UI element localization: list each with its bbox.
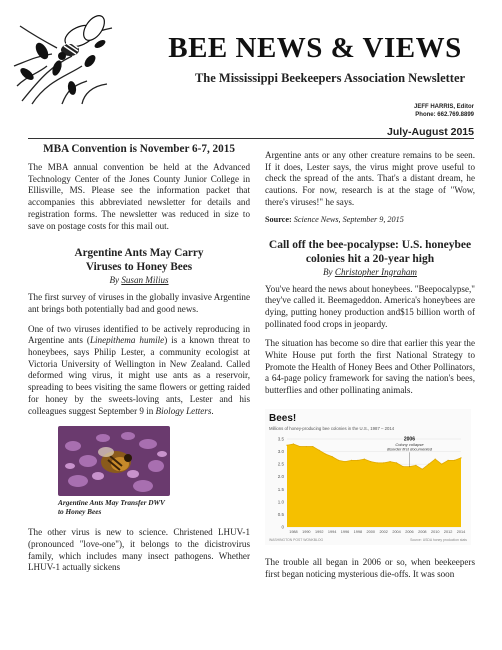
chart-svg: [265, 409, 471, 545]
data-point: [396, 462, 397, 463]
data-point: [364, 458, 365, 459]
x-tick-label: 1988: [289, 529, 298, 534]
chart-credit-left: WASHINGTON POST WONKBLOG: [269, 537, 324, 542]
para2-text-c: .: [211, 405, 214, 416]
y-tick-label: 3.5: [277, 436, 284, 442]
para2-text-b: ) is a known threat to honeybees, says Philip Lester, a community ecologist at Victoria University of Wellington in New Zealand. Called deformed wing virus, it might use ants as a reservoir, spreading to bees visiting the same flowers or getting raided for honey by the sweets-loving ants, Lester and his colleagues suggest September 9 in: [28, 335, 250, 416]
x-tick-label: 1998: [353, 529, 363, 534]
y-tick-label: 2.0: [277, 474, 284, 480]
byline-prefix: By: [323, 266, 335, 277]
bee-colonies-chart: [265, 409, 471, 545]
header-divider: [28, 138, 474, 139]
x-tick-label: 2008: [418, 529, 427, 534]
right-column: [265, 150, 475, 580]
convention-body: The MBA annual convention be held at the Advanced Technology Center of the Jones County Junior College in Ellisville, MS. Please see the information packet that accompanies this abbreviated newsletter for details and registration forms. The newsletter was reduced in size to save on postage costs for this mail out.: [28, 162, 250, 231]
data-point: [428, 463, 429, 464]
editor-name: JEFF HARRIS, Editor: [413, 104, 474, 110]
x-tick-label: 2002: [379, 529, 388, 534]
bee-flower-illustration: [12, 6, 124, 106]
x-tick-label: 1994: [327, 529, 337, 534]
data-point: [390, 461, 391, 462]
data-point: [286, 445, 287, 446]
data-point: [448, 460, 449, 461]
data-point: [312, 446, 313, 447]
x-tick-label: 2012: [443, 529, 453, 534]
ants-article-para1: The first survey of viruses in the globally invasive Argentine ant brings both potentially bad and good news.: [28, 292, 250, 314]
data-point: [319, 450, 320, 451]
chart-subtitle: Millions of honey-producing bee colonies in the U.S., 1987 – 2014: [269, 425, 395, 431]
bee-article-para3: The trouble all began in 2006 or so, when beekeepers first began noticing mysterious die-offs. It was soon: [265, 556, 475, 579]
data-point: [325, 453, 326, 454]
x-tick-label: 1996: [340, 529, 350, 534]
ants-article-title-line2: Viruses to Honey Bees: [85, 261, 193, 274]
x-tick-label: 2004: [392, 529, 401, 534]
x-tick-label: 1992: [314, 529, 324, 534]
data-point: [435, 458, 436, 459]
editor-info: [414, 103, 474, 119]
ants-article-para3: The other virus is new to science. Christened LHUV-1 (pronounced "love-one"), it belongs to the dicistrovirus family, which includes many insect pathogens. Whether LHUV-1 actually sickens: [28, 527, 250, 573]
chart-credit-right: Source: USDA honey production stats: [410, 537, 467, 542]
x-tick-label: 2010: [430, 529, 440, 534]
author-link[interactable]: Susan Milius: [121, 275, 169, 286]
y-tick-label: 1.5: [277, 486, 284, 492]
newsletter-title: BEE NEWS & VIEWS: [168, 32, 462, 64]
data-point: [460, 457, 461, 458]
ants-article-para2: [28, 324, 250, 418]
data-point: [332, 456, 333, 457]
data-point: [422, 468, 423, 469]
x-tick-label: 2014: [456, 529, 466, 534]
editor-phone: Phone: 662.769.8899: [415, 112, 474, 118]
y-tick-label: 0.5: [277, 511, 284, 517]
left-column: [28, 143, 250, 574]
bee-article-title-line1: Call off the bee-pocalypse: U.S. honeybee: [268, 238, 472, 251]
annotation-year: 2006: [403, 436, 416, 443]
annotation-line2: disorder first documented: [386, 446, 433, 452]
data-point: [383, 462, 384, 463]
x-tick-label: 2000: [366, 529, 376, 534]
bee-on-flower-photo: [58, 426, 170, 496]
chart-title: Bees!: [269, 412, 297, 424]
data-point: [344, 461, 345, 462]
bee-article-para1: You've heard the news about honeybees. "Beepocalypse," they've called it. Beemageddon. America's honeybees are dying, putting honey production and$15 billion worth of pollinated food crops in jeopardy.: [265, 283, 475, 329]
byline-prefix: By: [109, 275, 122, 286]
para2-text-a: One of two viruses identified to be actively reproducing in Argentine ants (: [28, 323, 250, 346]
x-tick-label: 1990: [302, 529, 311, 534]
bee-article-title-line2: colonies hit a 20-year high: [305, 252, 435, 265]
ants-article-title-line1: Argentine Ants May Carry: [74, 247, 204, 260]
annotation-line1: Colony collapse: [395, 441, 424, 447]
journal-name: Biology Letters: [155, 405, 212, 416]
newsletter-subtitle: The Mississippi Beekeepers Association Newsletter: [194, 71, 466, 85]
photo-caption: Argentine Ants May Transfer DWV to Honey Bees: [58, 498, 165, 517]
species-name: Linepithema humile: [89, 335, 165, 346]
data-point: [377, 462, 378, 463]
ants-article-source: [265, 215, 475, 224]
source-label: Source:: [265, 214, 292, 224]
convention-heading: MBA Convention is November 6-7, 2015: [43, 143, 235, 155]
data-point: [402, 466, 403, 467]
issue-date: July-August 2015: [387, 126, 474, 138]
data-point: [357, 460, 358, 461]
data-point: [299, 446, 300, 447]
data-point: [293, 443, 294, 444]
bee-article-title: [265, 238, 475, 266]
ants-article-continued: Argentine ants or any other creature remains to be seen. If it does, Lester says, the virus might prove useful to check the spread of the ants. That's a distant dream, he cautions. For now, research is at the stage of "Wow, there's viruses!" he says.: [265, 150, 475, 207]
ants-article-byline: [28, 275, 250, 285]
source-text: Science News, September 9, 2015: [291, 214, 404, 224]
y-tick-label: 2.5: [277, 461, 284, 467]
y-tick-label: 1.0: [277, 499, 284, 505]
author-link[interactable]: Christopher Ingraham: [334, 266, 417, 277]
data-point: [306, 446, 307, 447]
x-tick-label: 2006: [405, 529, 414, 534]
data-point: [441, 463, 442, 464]
y-tick-label: 3.0: [277, 448, 284, 454]
data-point: [351, 460, 352, 461]
y-tick-label: 0: [281, 524, 284, 530]
data-point: [454, 460, 455, 461]
bee-article-para2: The situation has become so dire that earlier this year the White House put forth the first National Strategy to Promote the Health of Honey Bees and Other Pollinators, a 64-page policy framework for saving the nation's bees, butterflies and other pollinating animals.: [265, 338, 475, 396]
data-point: [415, 465, 416, 466]
data-point: [338, 460, 339, 461]
data-point: [370, 461, 371, 462]
bee-article-byline: [265, 267, 475, 277]
